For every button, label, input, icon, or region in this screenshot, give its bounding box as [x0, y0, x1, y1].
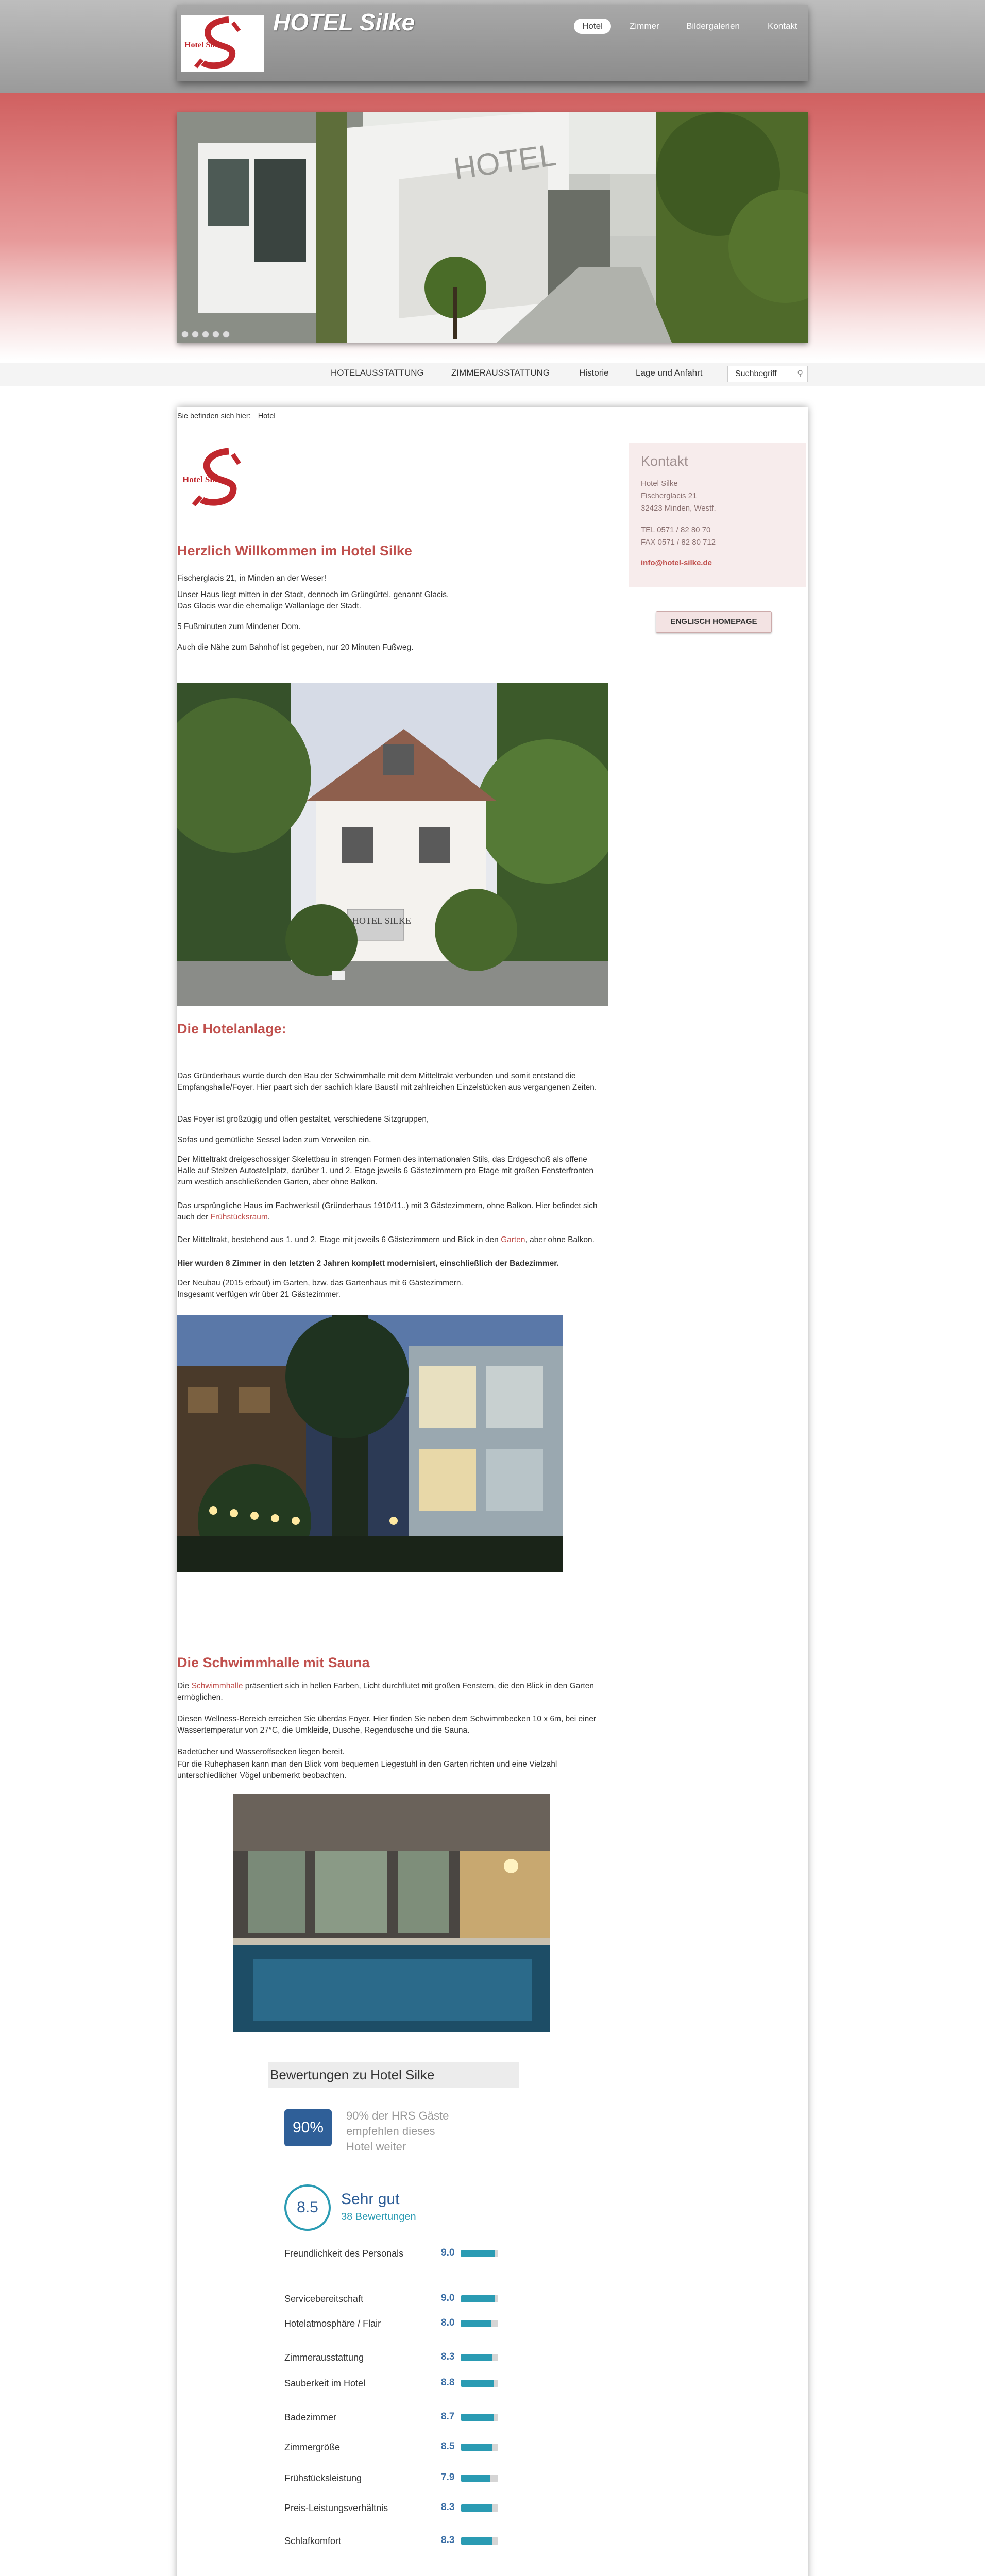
search-input[interactable]: [727, 366, 808, 382]
rating-label: Sauberkeit im Hotel: [284, 2378, 366, 2388]
percent-badge: 90%: [284, 2109, 332, 2146]
rating-bar-fill: [461, 2475, 490, 2482]
rating-label: Hotelatmosphäre / Flair: [284, 2318, 381, 2329]
hotelanlage-text-part: .: [267, 1213, 270, 1222]
rating-bar: [461, 2444, 498, 2451]
hotel-logo-icon[interactable]: [181, 15, 264, 72]
slider-dot[interactable]: [181, 331, 189, 338]
subnav-lage-anfahrt[interactable]: Lage und Anfahrt: [636, 368, 703, 378]
rating-label: Badezimmer: [284, 2412, 337, 2422]
hotelanlage-text: Hier wurden 8 Zimmer in den letzten 2 Jahren komplett modernisiert, einschließlich der Badezimmer.: [177, 1259, 559, 1268]
svg-text:Hotel Silke: Hotel Silke: [182, 474, 224, 484]
rating-bar-fill: [461, 2380, 494, 2387]
search-icon[interactable]: ⚲: [797, 369, 803, 378]
rating-bar: [461, 2354, 498, 2361]
hotel-logo-icon: [178, 446, 266, 510]
score-label: Sehr gut: [341, 2191, 400, 2208]
svg-text:HOTEL: HOTEL: [451, 137, 558, 186]
rating-value: 8.7: [441, 2411, 455, 2422]
rating-bar: [461, 2414, 498, 2421]
slider-dot[interactable]: [202, 331, 209, 338]
svg-text:HOTEL SILKE: HOTEL SILKE: [352, 916, 411, 926]
rating-bar: [461, 2295, 498, 2302]
welcome-text: Unser Haus liegt mitten in der Stadt, dennoch im Grüngürtel, genannt Glacis.: [177, 590, 449, 599]
rating-bar-fill: [461, 2537, 492, 2545]
pool-text-part: präsentiert sich in hellen Farben, Licht durchflutet mit großen Fenstern, die den Blick in den Garten ermöglichen.: [177, 1682, 594, 1702]
hotelanlage-text: Das Gründerhaus wurde durch den Bau der Schwimmhalle mit dem Mitteltrakt verbunden und somit entstand die Empfangshalle/Foyer. Hier paart sich der sachlich klare Baustil mit zahlreichen Einzelstücken aus vergangenen Zeiten.: [177, 1072, 597, 1092]
rating-value: 8.3: [441, 2502, 455, 2513]
percent-text-line: 90% der HRS Gäste: [346, 2109, 449, 2122]
rating-bar-fill: [461, 2504, 492, 2512]
nav-hotel[interactable]: Hotel: [574, 19, 611, 34]
kontakt-name: Hotel Silke: [641, 479, 678, 488]
hotelanlage-text: Der Mitteltrakt dreigeschossiger Skelettbau in strengen Formen des internationalen Stils, das Erdgeschoß als offene Halle auf Stelzen Autostellplatz, darüber 1. und 2. Etage jeweils 6 Gästezimmern pro Etage mit großen Fensterfronten zum westlich anschließenden Garten, aber ohne Balkon.: [177, 1155, 594, 1187]
rating-label: Freundlichkeit des Personals: [284, 2248, 404, 2259]
subnav-zimmerausstattung[interactable]: ZIMMERAUSSTATTUNG: [451, 368, 550, 378]
pool-text-part: Die: [177, 1682, 192, 1690]
welcome-text: 5 Fußminuten zum Mindener Dom.: [177, 622, 301, 631]
rating-title: Bewertungen zu Hotel Silke: [270, 2067, 435, 2082]
hotelanlage-text-part: , aber ohne Balkon.: [525, 1235, 595, 1244]
pool-text: [177, 1681, 605, 1703]
kontakt-tel[interactable]: TEL 0571 / 82 80 70: [641, 526, 711, 534]
breadcrumb-current[interactable]: Hotel: [258, 412, 276, 420]
nav-bildergalerien[interactable]: Bildergalerien: [686, 21, 740, 31]
rating-bar: [461, 2380, 498, 2387]
score-count[interactable]: 38 Bewertungen: [341, 2211, 416, 2223]
subnav-hotelausstattung[interactable]: HOTELAUSSTATTUNG: [331, 368, 424, 378]
garten-link[interactable]: Garten: [501, 1235, 525, 1244]
fruehstuecksraum-link[interactable]: Frühstücksraum: [210, 1213, 268, 1222]
rating-label: Schlafkomfort: [284, 2536, 342, 2546]
rating-label: Frühstücksleistung: [284, 2473, 362, 2483]
nav-kontakt[interactable]: Kontakt: [768, 21, 797, 31]
hotelanlage-text: Sofas und gemütliche Sessel laden zum Verweilen ein.: [177, 1136, 371, 1144]
breadcrumb-prefix: Sie befinden sich hier:: [177, 412, 251, 420]
pool-title: Die Schwimmhalle mit Sauna: [177, 1655, 370, 1670]
rating-value: 9.0: [441, 2293, 455, 2303]
hotelanlage-text: [177, 1200, 605, 1223]
hotelanlage-text-part: Das ursprüngliche Haus im Fachwerkstil (Gründerhaus 1910/11..) mit 3 Gästezimmern, ohne Balkon. Hier befindet sich auch der: [177, 1201, 598, 1222]
schwimmhalle-link[interactable]: Schwimmhalle: [191, 1682, 243, 1690]
subnav-historie[interactable]: Historie: [579, 368, 609, 378]
welcome-text: Das Glacis war die ehemalige Wallanlage der Stadt.: [177, 602, 361, 611]
rating-bar: [461, 2475, 498, 2482]
pool-text: Diesen Wellness-Bereich erreichen Sie überdas Foyer. Hier finden Sie neben dem Schwimmbecken 10 x 6m, bei einer Wassertemperatur von 27°C, die Umkleide, Dusche, Regendusche und die Sauna.: [177, 1715, 597, 1735]
welcome-text: Fischerglacis 21, in Minden an der Weser!: [177, 574, 327, 583]
hotelanlage-text: Insgesamt verfügen wir über 21 Gästezimmer.: [177, 1290, 341, 1299]
percent-text: [346, 2108, 449, 2155]
welcome-text: Auch die Nähe zum Bahnhof ist gegeben, nur 20 Minuten Fußweg.: [177, 643, 414, 652]
hotelanlage-text: Der Neubau (2015 erbaut) im Garten, bzw. das Gartenhaus mit 6 Gästezimmern.: [177, 1279, 463, 1287]
svg-text:Hotel Silke: Hotel Silke: [184, 41, 224, 49]
site-title[interactable]: HOTEL Silke: [273, 9, 415, 36]
kontakt-title: Kontakt: [641, 453, 688, 469]
rating-bar-fill: [461, 2414, 494, 2421]
hotelanlage-title: Die Hotelanlage:: [177, 1021, 286, 1037]
rating-label: Preis-Leistungsverhältnis: [284, 2503, 388, 2513]
rating-value: 9.0: [441, 2247, 455, 2258]
rating-bar-fill: [461, 2295, 495, 2302]
rating-bar-fill: [461, 2444, 492, 2451]
rating-bar-fill: [461, 2250, 495, 2257]
kontakt-fax: FAX 0571 / 82 80 712: [641, 538, 716, 547]
slider-dot[interactable]: [223, 331, 230, 338]
score-circle: 8.5: [284, 2184, 331, 2231]
search-placeholder: Suchbegriff: [735, 369, 777, 378]
pool-text: Für die Ruhephasen kann man den Blick vom bequemen Liegestuhl in den Garten richten und eine Vielzahl unterschiedlicher Vögel unbemerkt beobachten.: [177, 1760, 557, 1780]
percent-text-line: empfehlen dieses: [346, 2125, 435, 2138]
slider-dot[interactable]: [192, 331, 199, 338]
kontakt-city: 32423 Minden, Westf.: [641, 504, 716, 513]
rating-value: 8.3: [441, 2351, 455, 2362]
welcome-title: Herzlich Willkommen im Hotel Silke: [177, 543, 412, 558]
rating-bar: [461, 2250, 498, 2257]
rating-value: 7.9: [441, 2472, 455, 2483]
pool-text: Badetücher und Wasseroffsecken liegen bereit.: [177, 1748, 345, 1756]
rating-value: 8.8: [441, 2377, 455, 2388]
percent-text-line: Hotel weiter: [346, 2140, 406, 2153]
header-box: [177, 5, 808, 81]
rating-label: Zimmergröße: [284, 2442, 341, 2452]
rating-bar: [461, 2504, 498, 2512]
rating-value: 8.0: [441, 2317, 455, 2328]
rating-value: 8.3: [441, 2535, 455, 2546]
hotel-house-photo: [177, 683, 608, 1006]
nav-zimmer[interactable]: Zimmer: [630, 21, 659, 31]
rating-bar-fill: [461, 2320, 491, 2327]
english-homepage-button[interactable]: ENGLISCH HOMEPAGE: [656, 611, 772, 633]
breadcrumb: [177, 412, 276, 420]
hotelanlage-text: [177, 1234, 605, 1246]
kontakt-street: Fischerglacis 21: [641, 492, 697, 500]
garden-night-photo: [177, 1315, 563, 1572]
banner-image: [177, 112, 808, 343]
rating-bar-fill: [461, 2354, 492, 2361]
pool-photo: [233, 1794, 550, 2032]
rating-value: 8.5: [441, 2441, 455, 2452]
kontakt-email[interactable]: info@hotel-silke.de: [641, 558, 712, 567]
rating-label: Zimmerausstattung: [284, 2352, 364, 2363]
rating-label: Servicebereitschaft: [284, 2294, 364, 2304]
rating-bar: [461, 2320, 498, 2327]
hotelanlage-text: Das Foyer ist großzügig und offen gestaltet, verschiedene Sitzgruppen,: [177, 1115, 429, 1124]
hotelanlage-text-part: Der Mitteltrakt, bestehend aus 1. und 2. Etage mit jeweils 6 Gästezimmern und Blick in den: [177, 1235, 501, 1244]
slider-dot[interactable]: [212, 331, 219, 338]
rating-bar: [461, 2537, 498, 2545]
